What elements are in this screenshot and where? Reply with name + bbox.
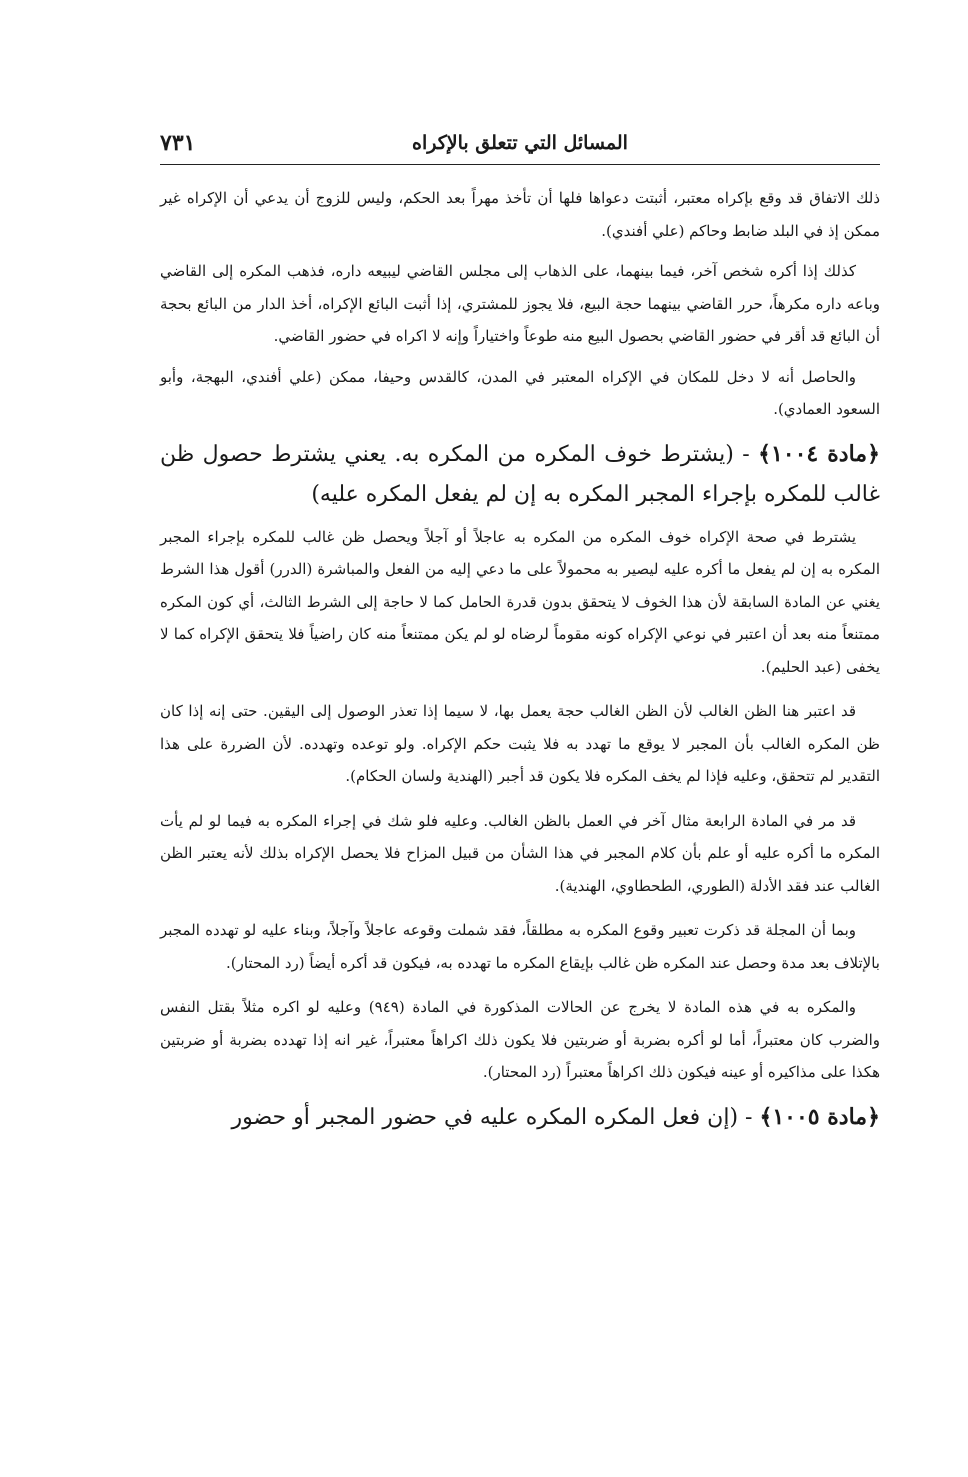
paragraph: والحاصل أنه لا دخل للمكان في الإكراه المعتبر في المدن، كالقدس وحيفا، ممكن (علي أفندي، البهجة، وأبو السعود العمادي). <box>160 367 880 418</box>
article-number: ﴿مادة ١٠٠٤﴾ <box>758 440 880 467</box>
paragraph: ذلك الاتفاق قد وقع بإكراه معتبر، أثبتت دعواها فلها أن تأخذ مهراً بعد الحكم، وليس للزوج أن يدعي أن الإكراه غير ممكن إذ في البلد ضابط وحاكم (علي أفندي). <box>160 189 880 240</box>
paragraph: كذلك إذا أكره شخص آخر، فيما بينهما، على الذهاب إلى مجلس القاضي ليبيعه داره، فذهب المكره إلى القاضي وباعه داره مكرهاً، حرر القاضي بينهما حجة البيع، فلا يجوز للمشتري، إذا أثبت البائع الإكراه، أخذ الدار من البائع بحجة أن البائع قد أقر في حضور القاضي بحصول البيع منه طوعاً واختياراً وإنه لا اكراه في حضور القاضي. <box>160 262 880 345</box>
running-title: المسائل التي تتعلق بالإكراه <box>412 132 628 154</box>
article-1004-heading <box>160 434 880 515</box>
paragraph: والمكره به في هذه المادة لا يخرج عن الحالات المذكورة في المادة (٩٤٩) وعليه لو اكره مثلاً بقتل النفس والضرب كان معتبراً، أما لو أكره بضربة أو ضربتين فلا يكون ذلك اكراهاً معتبراً، غير انه إذا تهدده بضربة أو ضربتين هكذا على مذاكيره أو عينه فيكون ذلك اكراهاً معتبراً (رد المحتار). <box>160 998 880 1081</box>
page-number: ٧٣١ <box>160 130 196 156</box>
article-text: - (إن فعل المكره المكره عليه في حضور المجبر أو حضور <box>231 1104 753 1130</box>
page-header <box>160 130 880 165</box>
article-text: - (يشترط خوف المكره من المكره به. يعني يشترط حصول ظن غالب للمكره بإجراء المجبر المكره به إن لم يفعل المكره عليه) <box>160 441 880 507</box>
paragraph: قد مر في المادة الرابعة مثال آخر في العمل بالظن الغالب. وعليه فلو شك في إجراء المكره به فيما لو لم يأت المكره ما أكره عليه أو علم بأن كلام المجبر في هذا الشأن من قبيل المزاح فلا يحصل الإكراه بذلك لأنه يعتبر الظن الغالب عند فقد الأدلة (الطوري، الطحطاوي، الهندية). <box>160 811 880 895</box>
page-body <box>160 182 880 1144</box>
paragraph: يشترط في صحة الإكراه خوف المكره من المكره به عاجلاً أو آجلاً ويحصل ظن غالب للمكره بإجراء المجبر المكره به إن لم يفعل ما أكره عليه ليصير به محمولاً على ما دعي إليه من الفعل والمباشرة (الدرر) أقول هذا الشرط يغني عن المادة السابقة لأن هذا الخوف لا يتحقق بدون قدرة الحامل كما لا حاجة إلى الشرط الثالث، أي كون المكره ممتنعاً منه بعد أن اعتبر في نوعي الإكراه كونه مقوماً لرضاه لو لم يكن ممتنعاً منه كان راضياً فلا يتحقق الإكراه كما لا يخفى (عبد الحليم). <box>160 527 880 676</box>
paragraph: قد اعتبر هنا الظن الغالب لأن الظن الغالب حجة يعمل بها، لا سيما إذا تعذر الوصول إلى اليقين. حتى إنه إذا كان ظن المكره الغالب بأن المجبر لا يوقع ما تهدد به فلا يثبت حكم الإكراه. ولو توعده وتهدده. لأن الضررة على هذا التقدير لم تتحقق، وعليه فإذا لم يخف المكره فلا يكون قد أجبر (الهندية ولسان الحكام). <box>160 702 880 785</box>
paragraph: وبما أن المجلة قد ذكرت تعبير وقوع المكره به مطلقاً، فقد شملت وقوعه عاجلاً وآجلاً، وبناء عليه لو تهدده المجبر بالإتلاف بعد مدة وحصل عند المكره ظن غالب بإيقاع المكره ما تهدده به، فيكون قد أكره أيضاً (رد المحتار). <box>160 921 880 972</box>
article-number: ﴿مادة ١٠٠٥﴾ <box>759 1103 880 1130</box>
article-1005-heading <box>160 1097 880 1138</box>
